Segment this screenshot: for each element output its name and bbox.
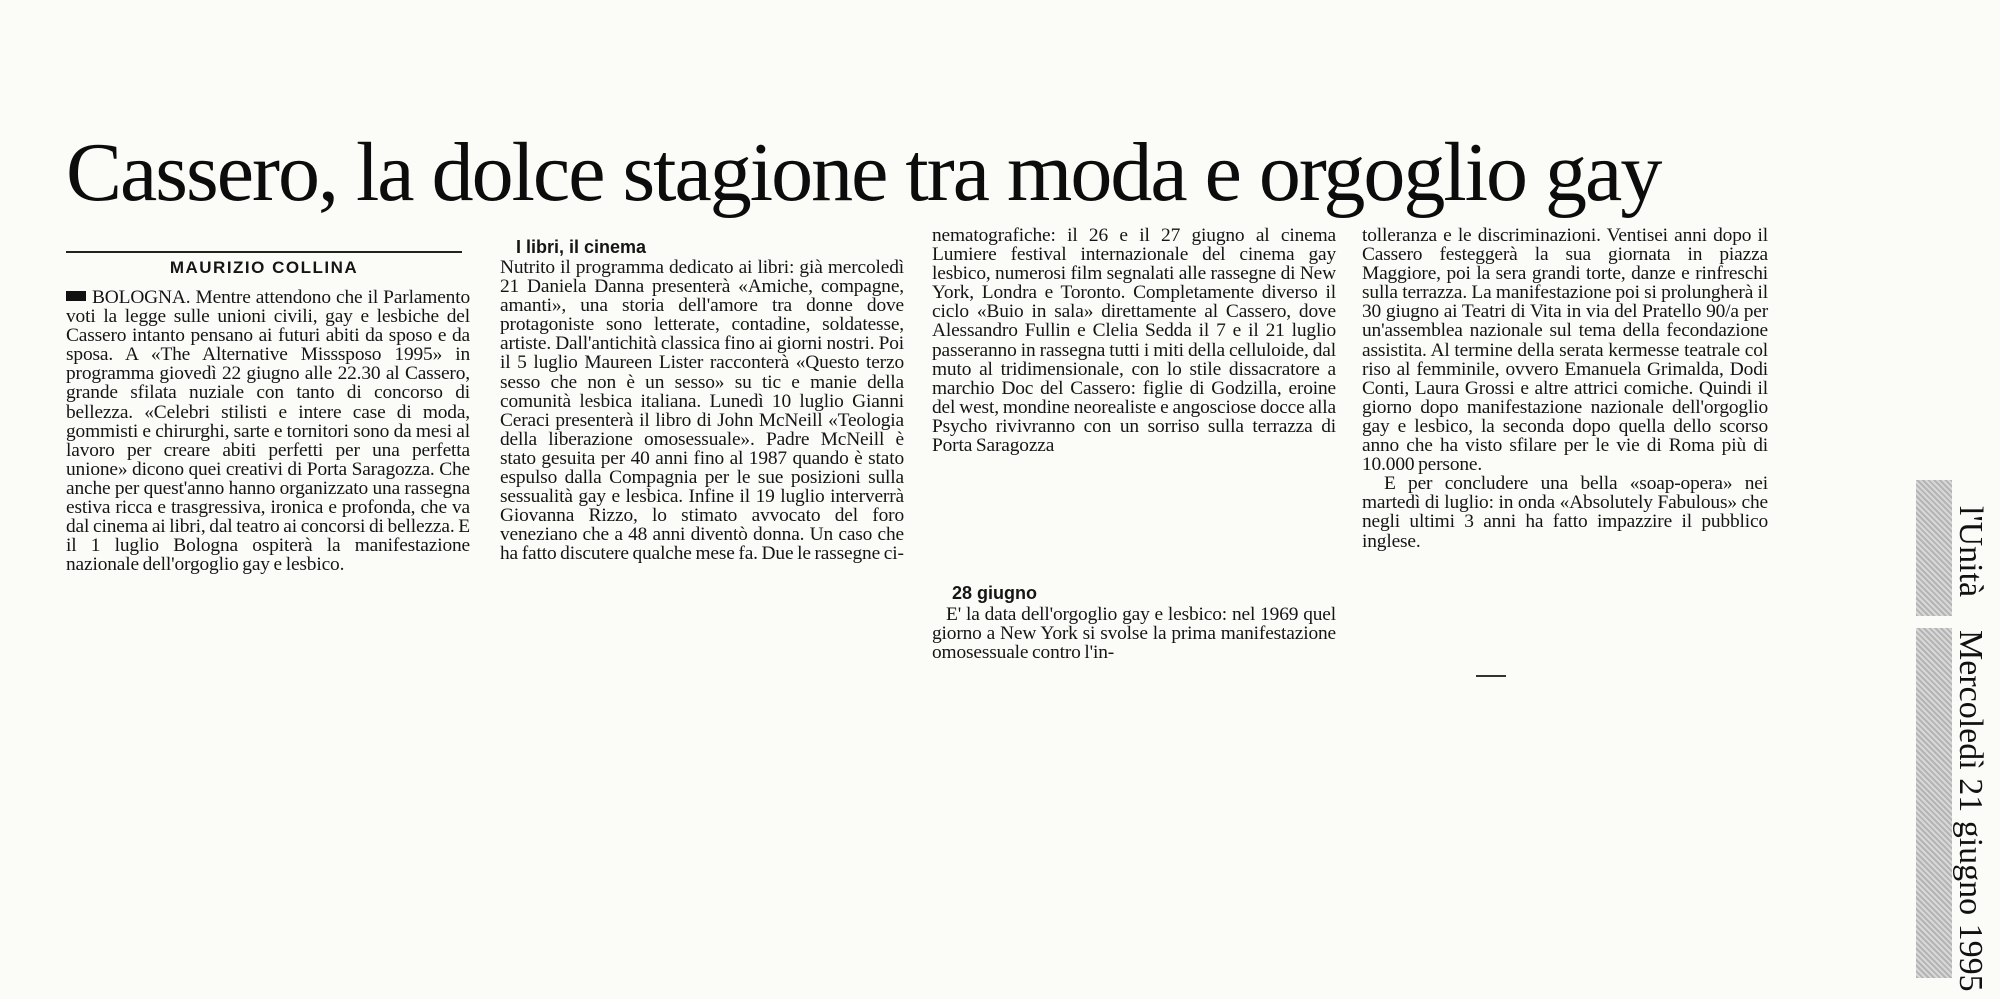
bullet-icon [66,291,86,301]
column-3b-text: E' la data dell'orgoglio gay e lesbico: nel 1969 quel giorno a New York si svolse la prima manifestazione omosessuale contro l'in- [932,604,1336,664]
column-2-text: Nutrito il programma dedicato ai libri: già mercoledì 21 Daniela Danna presenterà «Amiche, compagne, amanti», una storia dell'amore tra donne dove protagoniste sono letterate, contadine, soldatesse, artiste. Dall'antichità classica fino ai giorni nostri. Poi il 5 luglio Maureen Lister racconterà «Questo terzo sesso che non è un sesso» su tic e manie della comunità lesbica italiana. Lunedì 10 luglio Gianni Ceraci presenterà il libro di John McNeill «Teologia della liberazione omosessuale». Padre McNeill è stato gesuita per 40 anni fino al 1987 quando è stato espulso dalla Compagnia per le sue posizioni sulla sessualità gay e lesbica. Infine il 19 luglio interverrà Giovanna Rizzo, lo stimato avvocato del foro veneziano che a 48 anni diventò donna. Un caso che ha fatto discutere qualche mese fa. Due le rassegne ci- [500,257,904,565]
column-3 [932,226,1336,455]
article-headline: Cassero, la dolce stagione tra moda e orgoglio gay [66,126,1661,219]
column-1-text: BOLOGNA. Mentre attendono che il Parlamento voti la legge sulle unioni civili, gay e lesbiche del Cassero intanto pensano ai futuri abiti da sposo e da sposa. A «The Alternative Misssposo 1995» in programma giovedì 22 giugno alle 22.30 al Cassero, grande sfilata nuziale con tanto di concorso di bellezza. «Celebri stilisti e intere case di moda, gommisti e chirurghi, sarte e tornitori sono da mesi al lavoro per creare abiti perfetti per una perfetta unione» dicono quei creativi di Porta Saragozza. Che anche per quest'anno hanno organizzato una rassegna estiva ricca e trasgressiva, ironica e profonda, che va dal cinema ai libri, dal teatro ai concorsi di bellezza. E il 1 luglio Bologna ospiterà la manifestazione nazionale dell'orgoglio gay e lesbico. [66,287,470,576]
column-1 [66,288,470,574]
masthead-shading-top [1916,480,1952,616]
byline-rule [66,251,462,253]
end-mark [1476,675,1506,677]
column-2 [500,258,904,564]
column-4-closing-text: E per concludere una bella «soap-opera» nei martedì di luglio: in onda «Absolutely Fabulous» che negli ultimi 3 anni ha fatto impazzire il pubblico inglese. [1362,473,1768,552]
newspaper-name: l'Unità [1952,506,1989,598]
publication-date: Mercoledì 21 giugno 1995 [1952,630,1989,992]
column-4-text: tolleranza e le discriminazioni. Ventisei anni dopo il Cassero festeggerà la sua giornata in piazza Maggiore, poi la sera grandi torte, danze e rinfreschi sulla terrazza. La manifestazione poi si prolungherà il 30 giugno ai Teatri di Vita in via del Pratello 90/a per un'assemblea nazionale sul tema della fecondazione assistita. Al termine della serata kermesse teatrale col riso al femminile, ovvero Emanuela Grimalda, Dodi Conti, Laura Grossi e altre attrici comiche. Quindi il giorno dopo manifestazione nazionale dell'orgoglio gay e lesbico, la seconda dopo quella dello scorso anno che ha visto sfilare per le vie di Roma più di 10.000 persone. [1362,225,1768,476]
column-3-continued [932,605,1336,662]
subhead-28-giugno: 28 giugno [952,583,1037,603]
column-4 [1362,226,1768,551]
masthead-shading-bottom [1916,628,1952,978]
subhead-libri-cinema: I libri, il cinema [516,237,647,257]
article-byline: MAURIZIO COLLINA [169,258,359,277]
column-3-text: nematografiche: il 26 e il 27 giugno al cinema Lumiere festival internazionale del cinema gay lesbico, numerosi film segnalati alle rassegne di New York, Londra e Toronto. Completamente diverso il ciclo «Buio in sala» direttamente al Cassero, dove Alessandro Fullin e Clelia Sedda il 7 e il 21 luglio passeranno in rassegna tutti i miti della celluloide, dal muto al tridimensionale, con lo stile dissacratore a marchio Doc del Cassero: figlie di Godzilla, eroine del west, mondine neorealiste e angosciose docce alla Psycho rivivranno con un sorriso sulla terrazza di Porta Saragozza [932,225,1336,457]
